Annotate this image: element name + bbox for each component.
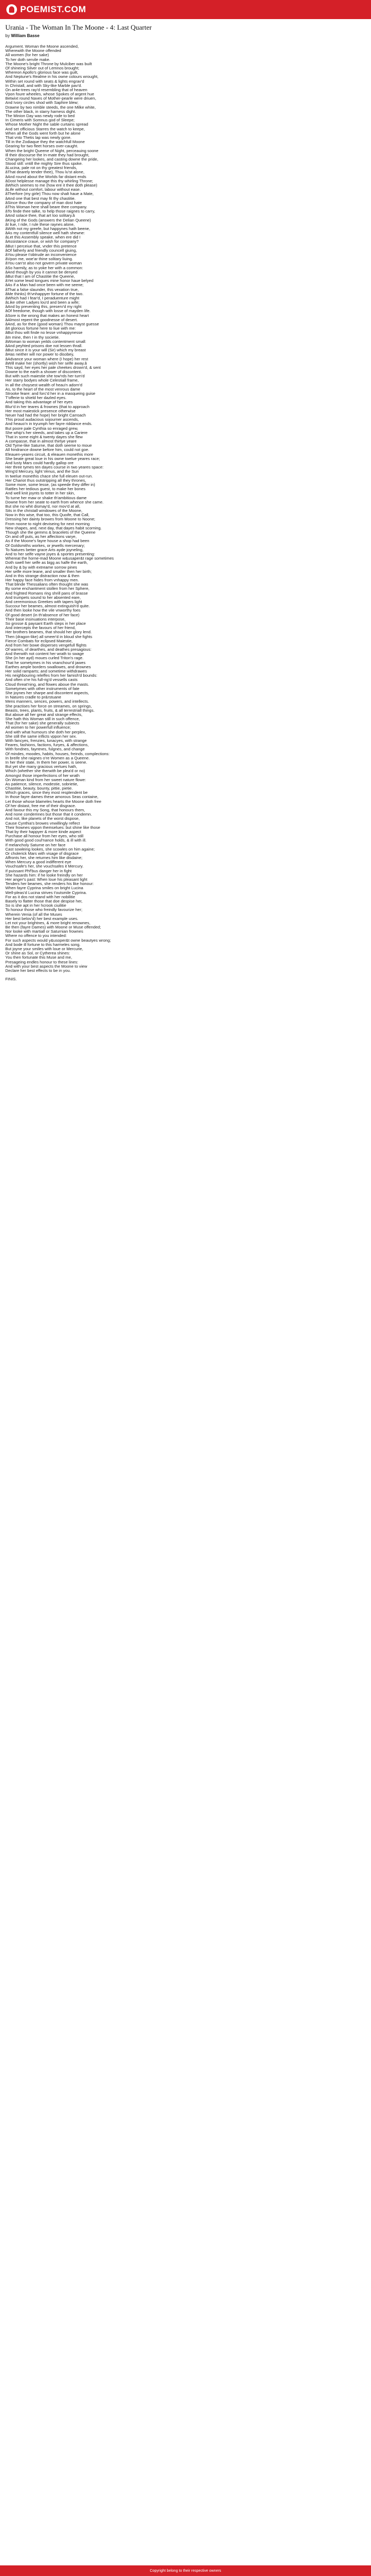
- poem-line: But she no whit dismay'd, nor mov'd at all,: [5, 503, 81, 509]
- poem-title: Urania - The Woman In The Moone - 4: Last Quarter: [5, 23, 152, 31]
- poem-line: âThis Woman here shall beare thee company.: [5, 204, 87, 209]
- poem-line: In breife she raignes o're Women as a Queene.: [5, 755, 90, 760]
- poem-line: That blinde Thessalians often thought she was: [5, 582, 89, 587]
- poem-line: The other black, in starry harness dight.: [5, 109, 76, 114]
- poem-line: âOf freedome, though with losse of mayden life.: [5, 308, 91, 314]
- poem-line: Strooke feare: and forc'd her in a masqueing guise: [5, 391, 95, 396]
- poem-line: But aboue all her great and strange effects,: [5, 712, 83, 717]
- poem-line: Old Tyme-like Saturne, that doth seeme to moue: [5, 443, 92, 448]
- poem-line: All women (for her sake): [5, 52, 49, 58]
- poem-line: Tenders her beames, she renders his like honour:: [5, 881, 94, 887]
- poem-line: Of Goldsmiths workes, or jewells mercenary;: [5, 543, 85, 548]
- site-footer: [0, 2565, 371, 2576]
- poem-line: For as it dos not stand with her nobilitie: [5, 894, 75, 899]
- poem-line: With fondnes, fayntnes, fulgnes, and change: [5, 747, 85, 752]
- poem-line: âYet some lewd tongues mine honor haue belyed: [5, 278, 94, 284]
- poem-line: And often o're his full-rig'd vessells casts: [5, 677, 78, 683]
- poem-line: Changeing her lookes, and casting downe the pride,: [5, 156, 99, 162]
- poem-line: And taking this advantage of her eyes: [5, 400, 73, 405]
- poem-line: âWith not my greefe, but happynes hath beene,: [5, 226, 90, 231]
- poem-line: Downe from her seate to earth from whence she came.: [5, 499, 104, 504]
- poem-line: And set officious Starres the watch to keepe,: [5, 126, 85, 131]
- poem-line: Declare her best effects to be in you.: [5, 968, 71, 973]
- poem-line: She beate great loue in his owne twelue yeares race;: [5, 456, 100, 461]
- poem-line: Affronts her, she returnes him like disdaine;: [5, 855, 83, 861]
- poem-line: So is she apt in her hcrook ciuilitie: [5, 903, 66, 908]
- poem-line: In Cimeris with Somnus god of Sleepe;: [5, 118, 75, 123]
- poem-line: All women to her powerfull influence;: [5, 725, 71, 730]
- poem-line: Mens manners, sences, powers, and intellects.: [5, 699, 89, 704]
- poem-line: Whose Mother Night the sable curtains spread: [5, 122, 89, 127]
- poem-line: To honour those who freindly favourize her;: [5, 907, 83, 913]
- poem-line: That vnto Thetis lap was newly gone.: [5, 135, 72, 140]
- poem-line: Vouchsafe's her, she vouchsafes it Mercury.: [5, 864, 84, 869]
- poem-line: But with such maiestie she tow'rds her turn'd: [5, 374, 85, 379]
- poem-line: âLet this Assembly speake, when ere did I: [5, 235, 81, 240]
- poem-line: That he sometymes in his vnanchour'd jawes: [5, 660, 86, 665]
- poem-line: Presageing endles honour to these lines:: [5, 959, 78, 964]
- poem-line: T'offerie to shield her dazled eyes.: [5, 395, 67, 401]
- poem-line: Dressing her dainty browes from Moone to Noone;: [5, 517, 95, 522]
- poem-line: âAnd, as for thee (good woman) Thou mayst guesse: [5, 322, 99, 326]
- poem-line: âBut I perceiue that, vnder this pretence: [5, 243, 77, 249]
- poem-line: That in some eight & twenty dayes she flew: [5, 434, 83, 439]
- poem-line: In all the choysest wealth of heau'n adorn'd: [5, 382, 83, 387]
- poem-line: She practises her force on streames, on springs,: [5, 703, 92, 709]
- poem-line: [5, 973, 366, 977]
- poem-line: Her anger's past: When loue his pleasant light: [5, 877, 87, 882]
- poem-line: And none condemnes but those that it condemn.: [5, 812, 92, 817]
- poem-line: Gearing for two fleet horses over-caught.: [5, 144, 78, 149]
- poem-line: âAnd round about the Worlds far distant ends: [5, 174, 86, 179]
- poem-line: In her their state, In them her power, is seene.: [5, 759, 87, 765]
- poem-line: If melancholy Saturne on her face: [5, 842, 66, 847]
- poem-line: And favour this my Song, that honours them,: [5, 808, 85, 812]
- poem-line: Their base insinuations interpose,: [5, 616, 66, 622]
- poem-line: She whip's her steeds, and takes up a Cariere: [5, 430, 88, 435]
- poem-line: On ar4e-trees ray'd resembling that of heaven: [5, 87, 87, 92]
- poem-line: âWhich had I fear'd, I peraduenture might: [5, 295, 80, 300]
- poem-line: And frighted Romans ring shrill pans of brasse: [5, 590, 88, 596]
- poem-line: And in this strange distraction now & then: [5, 573, 80, 578]
- poem-line: âAnd one that best may fit thy chastitie.: [5, 196, 76, 201]
- poem-line: But yet she many gracious vertues hath,: [5, 764, 77, 769]
- poem-line: âTo finde thee talke, to help those raignes to carry,: [5, 209, 95, 214]
- poem-line: Succour her beames, almost extinguish'd quite.: [5, 604, 90, 609]
- poem-line: âThat a false slaunder, this vexation true,: [5, 287, 79, 292]
- poem-line: As if the Moone's fayre house a shop had been: [5, 538, 90, 544]
- poem-line: Ill their discourse the In-mate they had brought,: [5, 152, 90, 157]
- poem-line: To her doth servile make.: [5, 57, 50, 62]
- poem-line: Chastitie, beauty, bounty, pittie, pietie.: [5, 786, 73, 791]
- poem-line: âAnd peyhted prisons doe not lessen thrall.: [5, 343, 83, 348]
- site-header: [0, 0, 371, 19]
- poem-line: âAdvance your woman where (I hope) her rest: [5, 356, 89, 361]
- poem-line: âLife without comfort, labour without ease.: [5, 187, 81, 192]
- poem-line: As patience, silence, modestie, sobrietie,: [5, 781, 78, 786]
- poem-line: Doth swell her selfe as bigg as halfe the earth,: [5, 560, 88, 565]
- poem-line: Cloud threat'ning, and flowes aboue the masts.: [5, 681, 90, 687]
- poem-line: Of mindes, moodes, habits, houses, freinds, complections:: [5, 751, 110, 756]
- poem-line: âBut since it is your will (Sir) which my breast: [5, 348, 86, 353]
- poem-line: Nor looke with martiall or Saturnian frownes: [5, 929, 83, 934]
- poem-line: Or shine as Sol, or Cytherea shines:: [5, 951, 70, 956]
- poem-line: In Christall, and with Sky-like Marble pav'd.: [5, 83, 82, 88]
- poem-line: âAs my contentfull silence well hath shewne:: [5, 231, 85, 236]
- by-label: by: [5, 33, 10, 38]
- poem-line: With good good coul'nance holds, & ill with ill.: [5, 838, 86, 843]
- poem-line: Some more, some lesse, (as speede they differ in): [5, 482, 95, 487]
- poem-line: This sayd, her eyes her pale cheekes drown'd, & sent: [5, 365, 101, 370]
- poem-line: And to her selfe vayne joyes & sportes presenting:: [5, 551, 95, 556]
- poem-line: And heauo'n in tryumph her fayre riddance ends.: [5, 421, 92, 427]
- poem-line: On and off puts, as her affections varye,: [5, 534, 77, 539]
- poem-line: Purchase all honour from her eyes, who still: [5, 834, 84, 839]
- poem-line: âYou can'st also not govern private woman: [5, 261, 82, 266]
- poem-byline: [5, 33, 366, 38]
- poem-line: From noone to night deviseing for next morning: [5, 521, 90, 526]
- logo-text: POEMIST.COM: [20, 4, 86, 14]
- poem-line: âWoman to woman yeilds contentment small:: [5, 339, 86, 344]
- poem-line: âAnd solace thee, that art too solitary.â: [5, 213, 75, 218]
- poem-line: So grosse & paysant Earth steps in her place: [5, 621, 86, 626]
- poem-line: Now in this wise, that too, this Quoife, that Call,: [5, 512, 90, 518]
- poem-line: Let those whose blameles hearts the Moone doth free: [5, 799, 102, 804]
- poem-line: âMe thinks) th'vnhappyer fortune of the two.: [5, 291, 84, 296]
- poem-line: And with your best aspects the Moone to view: [5, 963, 87, 969]
- poem-line: Sits in the christall windowes of the Moone,: [5, 508, 83, 514]
- poem-line: Their frownes vppon themselues: but shine like those: [5, 825, 100, 830]
- poem-line: Beasts, trees, plants, fruits, & all terrestriall things.: [5, 707, 95, 713]
- poem-line: âAs if a Man had once been with me seene;: [5, 282, 84, 288]
- poem-line: And not, like planets of the worst dispose,: [5, 816, 80, 821]
- poem-line: With fancyes, frenzies, lunacyes, with strange: [5, 738, 87, 743]
- poem-line: And therwith not content her wrath to swage: [5, 651, 84, 657]
- poem-line: âDost helplesse manage this thy whirling Throne;: [5, 178, 93, 183]
- poem-line: And ceremonious Greekes with tapers light: [5, 599, 82, 604]
- poem-line: And by & by with extreame sorrow pines: [5, 564, 77, 570]
- poem-line: For such aspects would y&usoper&t owne beautyes wrong;: [5, 937, 111, 943]
- poem-line: And Neptune's Realme in his owne colours wrought,: [5, 74, 99, 79]
- poem-line: Feares, fashions, factions, furyes, & affections,: [5, 742, 89, 748]
- poem-line: She hath this Woman still in such offence,: [5, 716, 80, 722]
- poem-line: In Natures cradle to pr&rstuane: [5, 695, 61, 700]
- poem-line: The Minion Day was newly rode to bed: [5, 113, 75, 118]
- poem-line: FINIS.: [5, 977, 17, 982]
- poem-line: Wing'd Mercury, light Venus, and the Sun: [5, 469, 79, 474]
- poem-line: She joynes her sharpe and discontent aspects,: [5, 690, 89, 695]
- poem-line: Earthes ample borders swallowes, and drownes: [5, 664, 91, 669]
- poem-line: Where no offence to you intended:: [5, 933, 67, 939]
- poem-line: When the bright Queene of Night, perceauing soone: [5, 148, 99, 153]
- poem-line: Wherewith the Moone offended: [5, 48, 61, 54]
- poem-line: To Natures better grace Arts ayde joyneling,: [5, 547, 84, 552]
- poem-line: On Woman kind from her sweet nature flowe:: [5, 777, 86, 782]
- poem-line: Whereon Apollo's glorious face was guilt,: [5, 70, 78, 75]
- poem-line: Amongst those imperfections of her wrath: [5, 773, 80, 778]
- poem-line: Be then (fayre Dames) with Moone or Muse offended;: [5, 925, 101, 930]
- poem-line: The Moone's bright Throne by Mulciber was built: [5, 61, 92, 66]
- poem-line: âYou please t'obtrude an inconvenience: [5, 252, 77, 257]
- poem-line: âLike other Ladyes lou'd and been a wife;: [5, 300, 80, 305]
- poem-line: Whereat the horne-mad Moone w&usaper&t rage sometimes: [5, 556, 114, 561]
- poem-line: âVpon me, woe'ar thine solitary liuing.: [5, 256, 73, 262]
- poem-line: That (for her sake) she generally subiects: [5, 721, 80, 726]
- poem-line: Her selfe more leane, and smaller then her birth;: [5, 569, 92, 574]
- poem-line: Her solid ramparts; and sometime withdrawes: [5, 669, 87, 674]
- poem-line: And then looke how the vile vnworthy foes: [5, 608, 81, 613]
- poem-author[interactable]: William Basse: [11, 33, 40, 38]
- poem-line: Her brothers beames, that should her glory lend.: [5, 630, 92, 635]
- poem-line: Argument. Woman the Moone ascended,: [5, 44, 79, 49]
- poem-line: âOf fatherly and friendly councell giuing,: [5, 247, 77, 253]
- poem-line: And trumpets sound to her absented eare,: [5, 595, 81, 600]
- poem-line: âTherfore (my girle) Thou now shalt haue a Mate,: [5, 191, 94, 197]
- poem-line: And bode ill fortune to this harmeles song.: [5, 942, 81, 947]
- poem-line: Basely to flatter those that doe despise her,: [5, 898, 83, 904]
- poem-line: Blur'd in her teares & frownes (that to approach: [5, 404, 90, 409]
- poem-body: [5, 45, 366, 982]
- poem-line: Though she the gemms & bracelets of the Queene: [5, 530, 96, 535]
- poem-line: âSo harmily, as to yoke her with a common:: [5, 265, 83, 270]
- poem-line: Her Chariot thus outstripping all they thrones,: [5, 477, 86, 483]
- poem-line: Rattles her tedious guest, to make her bones: [5, 486, 86, 492]
- poem-line: Downe to the earth a shower of discontent.: [5, 369, 82, 375]
- poem-line: New shapes, and, next day, that dayes habit scorning.: [5, 525, 102, 530]
- poem-line: Of shineing Silver out of Lemnos brought;: [5, 65, 80, 70]
- poem-line: Vpon foure wheeles, whose Spokes of argent hue: [5, 92, 94, 97]
- poem-line: And intercepts the favours of her friend,: [5, 625, 76, 631]
- poem-line: In those fayre dames these amorous Seas containe,: [5, 794, 99, 800]
- copyright-text: Copyright belong to their respective owners: [149, 2569, 222, 2573]
- poem-line: Her starry bodyes whole Celestiall frame,: [5, 378, 79, 383]
- poem-line: Of good desert (in th'absence of her face): [5, 612, 80, 617]
- poem-line: âAssistance craue, or wish for company?: [5, 239, 79, 244]
- poem-line: This proud audacious sojourner ascends,: [5, 417, 79, 422]
- poem-line: And from her bowe disperses vengefull flights: [5, 642, 87, 648]
- poem-line: To turne her maw or shake th'ambitious dame: [5, 495, 87, 500]
- poem-line: Her three tymes ten dayes course in two yeares space:: [5, 465, 104, 470]
- poem-line: By some enchantment stollen from her Sphere,: [5, 586, 90, 591]
- book-icon: [6, 4, 17, 15]
- poem-line: Which graces, since they most resplendent be: [5, 790, 88, 795]
- poem-line: When Mercury a good indifferent eye: [5, 860, 72, 865]
- poem-line: âWhich seemes to me (how ere it thee doth please): [5, 183, 98, 188]
- poem-line: Eleauen-yeares circuit, & eleauen monethis more: [5, 452, 93, 457]
- poem-line: Within set round with seats & lights engrav'd: [5, 78, 84, 84]
- poem-line: Fierce Combats for eclipsed Maiestie,: [5, 638, 73, 643]
- poem-line: And well knit joynts to totter in her skin,: [5, 491, 75, 496]
- poem-line: A compasse, that in almost thirtye yeare: [5, 439, 77, 444]
- poem-line: Cause Cynthia's browes vnwillingly reflect: [5, 820, 80, 826]
- poem-line: âSince thou the company of man dost hate: [5, 200, 82, 205]
- poem-line: âKing of the Gods (answers the Delian Queene): [5, 217, 91, 223]
- poem-line: âSore is the wrong that makes an honest heart: [5, 313, 89, 318]
- poem-line: Her happy face hides from vnhappy men.: [5, 578, 79, 583]
- poem-line: âBut thou wilt finde no lesse vnhappynesse: [5, 330, 83, 335]
- poem-line: Her best belov'd) her best example uses.: [5, 916, 78, 921]
- poem-line: That by their happyer & more kinde aspect: [5, 829, 82, 834]
- poem-line: As, to the heart of the most venrous dame: [5, 386, 81, 392]
- poem-line: You then fortunate this Muse and me,: [5, 955, 72, 960]
- poem-line: Drawne by two nimble steeds, the one Milke white,: [5, 104, 96, 110]
- poem-line: âHas neither will nor power to disobey,: [5, 352, 74, 357]
- poem-line: Or cholerick Mars with visage of disgrace: [5, 851, 79, 856]
- poem-line: She still the same inflicts vppon her sex.: [5, 733, 77, 739]
- poem-line: Stood still: vntill the mighty Sire thus spoke.: [5, 161, 83, 166]
- poem-line: âAlmost repent the goodnesse of desert.: [5, 317, 78, 322]
- poem-line: And Ivory circles shod with Saphire blew;: [5, 100, 79, 105]
- site-logo[interactable]: [6, 4, 86, 15]
- poem-line: Well-pleas'd Lucina strives t'outsmile Cyprina.: [5, 890, 87, 895]
- poem-line: She (in her ayd) moues curled Triton's rage.: [5, 656, 84, 661]
- poem-line: âWill make her (shortly) wish her selfe away.â: [5, 360, 87, 366]
- poem-line: Her most maiestick presence otherwise: [5, 408, 76, 413]
- poem-line: âThat dearely tender thee), Thou lu'st alone,: [5, 170, 85, 175]
- poem-content: [5, 23, 366, 982]
- poem-line: His neighbouring releffes from her famish'd bounds:: [5, 673, 98, 678]
- poem-line: Of warres, of dearthes, and deathes presagious:: [5, 647, 92, 652]
- poem-line: âBut that I am of Chastitie the Queene,: [5, 273, 75, 279]
- poem-line: All hindrance downe before him, could not goe.: [5, 447, 90, 453]
- poem-line: Cast sowleing lookes, she scowles on him againe;: [5, 846, 95, 852]
- poem-line: âIt glorious fortune here to liue with me:: [5, 326, 76, 331]
- poem-line: âI liue, I ride, I rule these raynes alone,: [5, 222, 75, 227]
- poem-line: When fayre Cyprina smiles on bright Lucina: [5, 886, 83, 891]
- poem-line: Sometymes with other instruments of fate: [5, 686, 80, 691]
- poem-line: âLucina, pale rot on thy greatest friends,: [5, 165, 77, 171]
- poem-line: And with what humours she doth her perplex,: [5, 729, 86, 734]
- poem-line: Let not your brightnes, & more bright renownes,: [5, 920, 91, 925]
- poem-line: Then (dragon-like) all smeer'd in bloud she fights: [5, 634, 92, 639]
- poem-line: And lusty Mars could hardly gallop ore: [5, 461, 74, 465]
- poem-line: But poore pale Cynthia so enraged grew,: [5, 426, 78, 431]
- poem-line: If puissant Phf'bus danger her in fight: [5, 868, 72, 873]
- poem-line: Betwixt round Naves of Mother-pearle were driuen,: [5, 96, 96, 101]
- poem-line: Till in the Zodiaque they the watchfull Moone: [5, 139, 85, 145]
- poem-line: When all the Gods went forth but he alone: [5, 130, 81, 136]
- poem-line: Of her distast, free me of their disgrace.: [5, 803, 76, 808]
- poem-line: In twelue monethis chace she full eleuen out-run.: [5, 473, 93, 479]
- poem-line: âIn mine, then I in thy societie.: [5, 334, 60, 340]
- poem-line: Neuer had had the hope) her bright Carroach: [5, 412, 86, 418]
- poem-line: âAnd though by you it cannot be denyed: [5, 269, 77, 275]
- poem-line: âAnd by preventing this, preserv'd my right: [5, 304, 82, 309]
- poem-line: Wherein Venia (of all the Muses: [5, 911, 63, 917]
- poem-line: But joyne your smiles with loue or Mercurie,: [5, 946, 83, 951]
- poem-line: Which (whether she therwith be plea'd or no): [5, 768, 85, 774]
- poem-line: She hazards him: if he looke freindly on her: [5, 872, 83, 878]
